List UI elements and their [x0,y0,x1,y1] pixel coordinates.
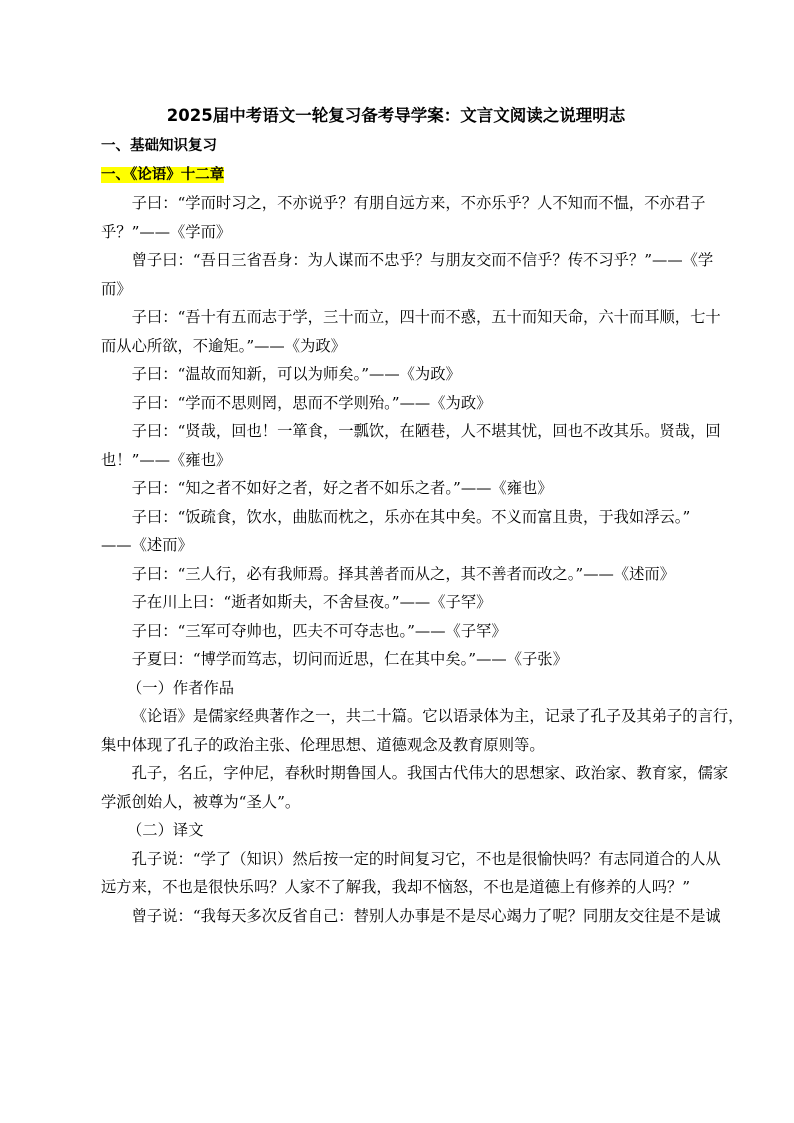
chapter-line: ——《述而》 [101,536,193,554]
chapter-line: 子曰：“知之者不如好之者，好之者不如乐之者。”——《雍也》 [131,479,553,497]
subheading-author: （一）作者作品 [127,678,235,697]
author-line: 《论语》是儒家经典著作之一，共二十篇。它以语录体为主，记录了孔子及其弟子的言行， [131,707,744,725]
translation-section [101,845,721,931]
chapter-line: 而从心所欲，不逾矩。”——《为政》 [101,336,346,355]
section-heading-basics: 一、基础知识复习 [101,138,217,154]
chapter-line: 也！”——《雍也》 [101,450,232,469]
chapter-line: 子曰：“三军可夺帅也，匹夫不可夺志也。”——《子罕》 [131,621,507,640]
chapter-line: 子曰：“吾十有五而志于学，三十而立，四十而不惑，五十而知天命，六十而耳顺，七十 [131,308,721,326]
author-line: 学派创始人，被尊为“圣人”。 [101,792,301,811]
chapter-line: 子曰：“三人行，必有我师焉。择其善者而从之，其不善者而改之。”——《述而》 [131,564,675,583]
author-line: 集中体现了孔子的政治主张、伦理思想、道德观念及教育原则等。 [101,735,545,754]
lunyu-chapters [101,189,721,674]
section-heading-lunyu [101,161,691,190]
chapter-line: 子曰：“贤哉，回也！一箪食，一瓢饮，在陋巷，人不堪其忧，回也不改其乐。贤哉，回 [131,422,721,440]
translation-line: 远方来，不也是很快乐吗？人家不了解我，我却不恼怒，不也是道德上有修养的人吗？” [101,878,691,896]
chapter-line: 子在川上曰：“逝者如斯夫，不舍昼夜。”——《子罕》 [131,593,492,611]
chapter-line: 子夏曰：“博学而笃志，切问而近思，仁在其中矣。”——《子张》 [131,650,568,668]
translation-line: 孔子说：“学了（知识）然后按一定的时间复习它，不也是很愉快吗？有志同道合的人从 [131,849,721,868]
highlighted-heading-text: 一、《论语》十二章 [101,166,225,183]
document-page [101,100,744,930]
chapter-line: 子曰：“温故而知新，可以为师矣。”——《为政》 [131,365,461,383]
translation-line: 曾子说：“我每天多次反省自己：替别人办事是不是尽心竭力了呢？同朋友交往是不是诚 [131,906,721,925]
document-title: 2025届中考语文一轮复习备考导学案：文言文阅读之说理明志 [166,106,626,125]
author-line: 孔子，名丘，字仲尼，春秋时期鲁国人。我国古代伟大的思想家、政治家、教育家，儒家 [131,764,729,782]
chapter-line: 而》 [101,279,132,298]
chapter-line: 子曰：“学而不思则罔，思而不学则殆。”——《为政》 [131,393,492,412]
chapter-line: 乎？”——《学而》 [101,222,232,241]
subheading-translation: （二）译文 [127,821,204,839]
chapter-line: 子曰：“饭疏食，饮水，曲肱而枕之，乐亦在其中矣。不义而富且贵，于我如浮云。” [131,507,691,526]
chapter-line: 曾子曰：“吾日三省吾身：为人谋而不忠乎？与朋友交而不信乎？传不习乎？”——《学 [131,251,714,269]
chapter-line: 子曰：“学而时习之，不亦说乎？有朋自远方来，不亦乐乎？人不知而不愠，不亦君子 [131,194,706,212]
author-section [101,702,744,816]
